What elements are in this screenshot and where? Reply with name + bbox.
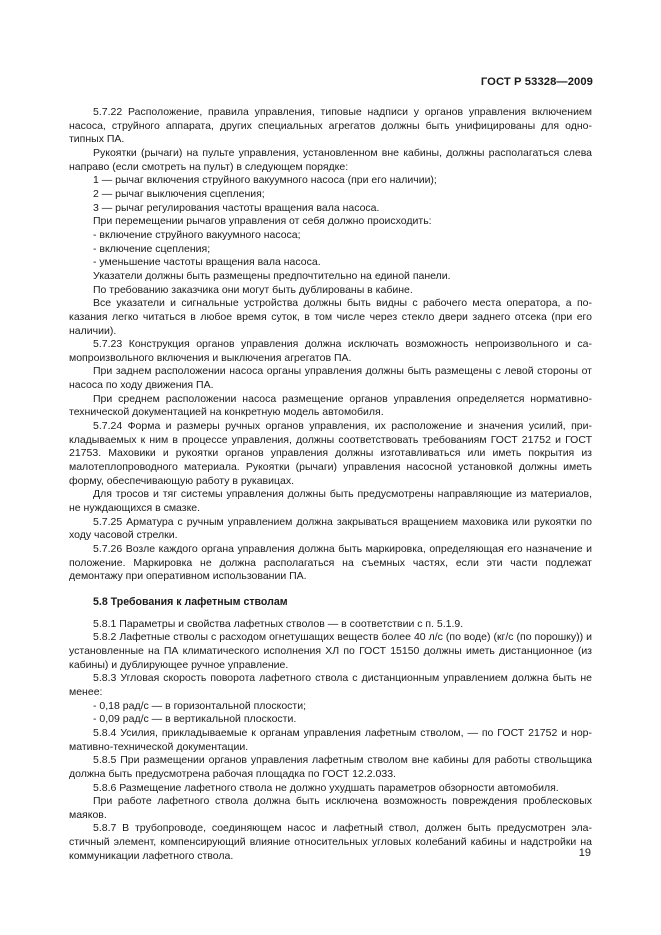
paragraph: 5.8.3 Угловая скорость поворота лафетного ствола с дистанционным управлением должна быть не менее: (69, 672, 592, 698)
paragraph: - включение струйного вакуумного насоса; (93, 228, 301, 241)
paragraph: 5.7.24 Форма и размеры ручных органов управления, их расположение и значения усилий, прикладываемых к ним в процессе управления, должны соответствовать требованиям ГОСТ 21752 и ГОСТ 21753. Маховики и рукоятки органов управления должны изготавливаться или иметь покрытия из малотеплопроводного материала. Рукоятки (рычаги) управления насосной установкой должны иметь форму, обеспечивающую работу в рукавицах. (69, 420, 592, 487)
paragraph: Указатели должны быть размещены предпочтительно на единой панели. (93, 269, 451, 282)
paragraph: Рукоятки (рычаги) на пульте управления, установленном вне кабины, должны располагаться слева направо (если смотреть на пульт) в следующем порядке: (69, 146, 592, 173)
paragraph: 5.8.1 Параметры и свойства лафетных стволов — в соответствии с п. 5.1.9. (93, 617, 464, 630)
paragraph: 5.8.4 Усилия, прикладываемые к органам управления лафетным стволом, — по ГОСТ 21752 и нормативно-технической документации. (69, 726, 592, 753)
paragraph: 5.8.2 Лафетные стволы с расходом огнетушащих веществ более 40 л/с (по воде) (кг/с (по порошку)) и установленные на ПА климатического исполнения ХЛ по ГОСТ 15150 должны иметь дистанционное (из кабины) и дублирующее ручное управление. (69, 631, 592, 671)
paragraph: 5.8.7 В трубопроводе, соединяющем насос и лафетный ствол, должен быть предусмотрен эластичный элемент, компенсирующий влияние относительных угловых колебаний кабины и надстройки на коммуникации лафетного ствола. (69, 822, 592, 862)
paragraph: Все указатели и сигнальные устройства должны быть видны с рабочего места оператора, а показания легко читаться в любое время суток, в том числе через стекло двери заднего отсека (при его наличии). (69, 297, 592, 337)
paragraph: 5.7.25 Арматура с ручным управлением должна закрываться вращением маховика или рукоятки по ходу часовой стрелки. (69, 515, 592, 542)
paragraph: - уменьшение частоты вращения вала насоса. (93, 256, 321, 269)
document-header: ГОСТ Р 53328—2009 (480, 76, 593, 88)
paragraph: Для тросов и тяг системы управления должны быть предусмотрены направляющие из материалов, не нуждающихся в смазке. (69, 488, 592, 515)
paragraph: - 0,18 рад/с — в горизонтальной плоскости; (93, 699, 307, 712)
paragraph: 5.7.26 Возле каждого органа управления должна быть маркировка, определяющая его назначение и положение. Маркировка не должна располагаться на съемных частях, если эти части подлежат демонтажу при оперативном использовании ПА. (69, 543, 592, 583)
paragraph: 5.7.23 Конструкция органов управления должна исключать возможность непроизвольного и самопроизвольного включения и выключения агрегатов ПА. (69, 338, 592, 364)
paragraph: - 0,09 рад/с — в вертикальной плоскости. (93, 713, 297, 726)
paragraph: При среднем расположении насоса размещение органов управления определяется нормативно-технической документацией на конкретную модель автомобиля. (69, 392, 592, 419)
section-heading: 5.8 Требования к лафетным стволам (93, 595, 288, 608)
paragraph: 5.8.5 При размещении органов управления лафетным стволом вне кабины для работы ствольщика должна быть предусмотрена рабочая площадка по ГОСТ 12.2.033. (69, 754, 592, 780)
paragraph: - включение сцепления; (93, 242, 211, 255)
paragraph: При перемещении рычагов управления от себя должно происходить: (93, 215, 432, 228)
paragraph: 5.8.6 Размещение лафетного ствола не должно ухудшать параметров обзорности автомобиля. (93, 781, 559, 794)
paragraph: По требованию заказчика они могут быть дублированы в кабине. (93, 283, 413, 296)
paragraph: 5.7.22 Расположение, правила управления, типовые надписи у органов управления включением насоса, струйного аппарата, других специальных агрегатов должны быть унифицированы для однотипных ПА. (69, 106, 592, 146)
paragraph: 1 — рычаг включения струйного вакуумного насоса (при его наличии); (93, 174, 437, 187)
paragraph: 3 — рычаг регулирования частоты вращения вала насоса. (93, 201, 380, 214)
paragraph: При работе лафетного ствола должна быть исключена возможность повреждения проблесковых маяков. (69, 795, 592, 821)
page-number: 19 (578, 847, 591, 859)
paragraph: 2 — рычаг выключения сцепления; (93, 187, 265, 200)
document-body (69, 106, 592, 863)
paragraph: При заднем расположении насоса органы управления должны быть размещены с левой стороны от насоса по ходу движения ПА. (69, 365, 592, 392)
